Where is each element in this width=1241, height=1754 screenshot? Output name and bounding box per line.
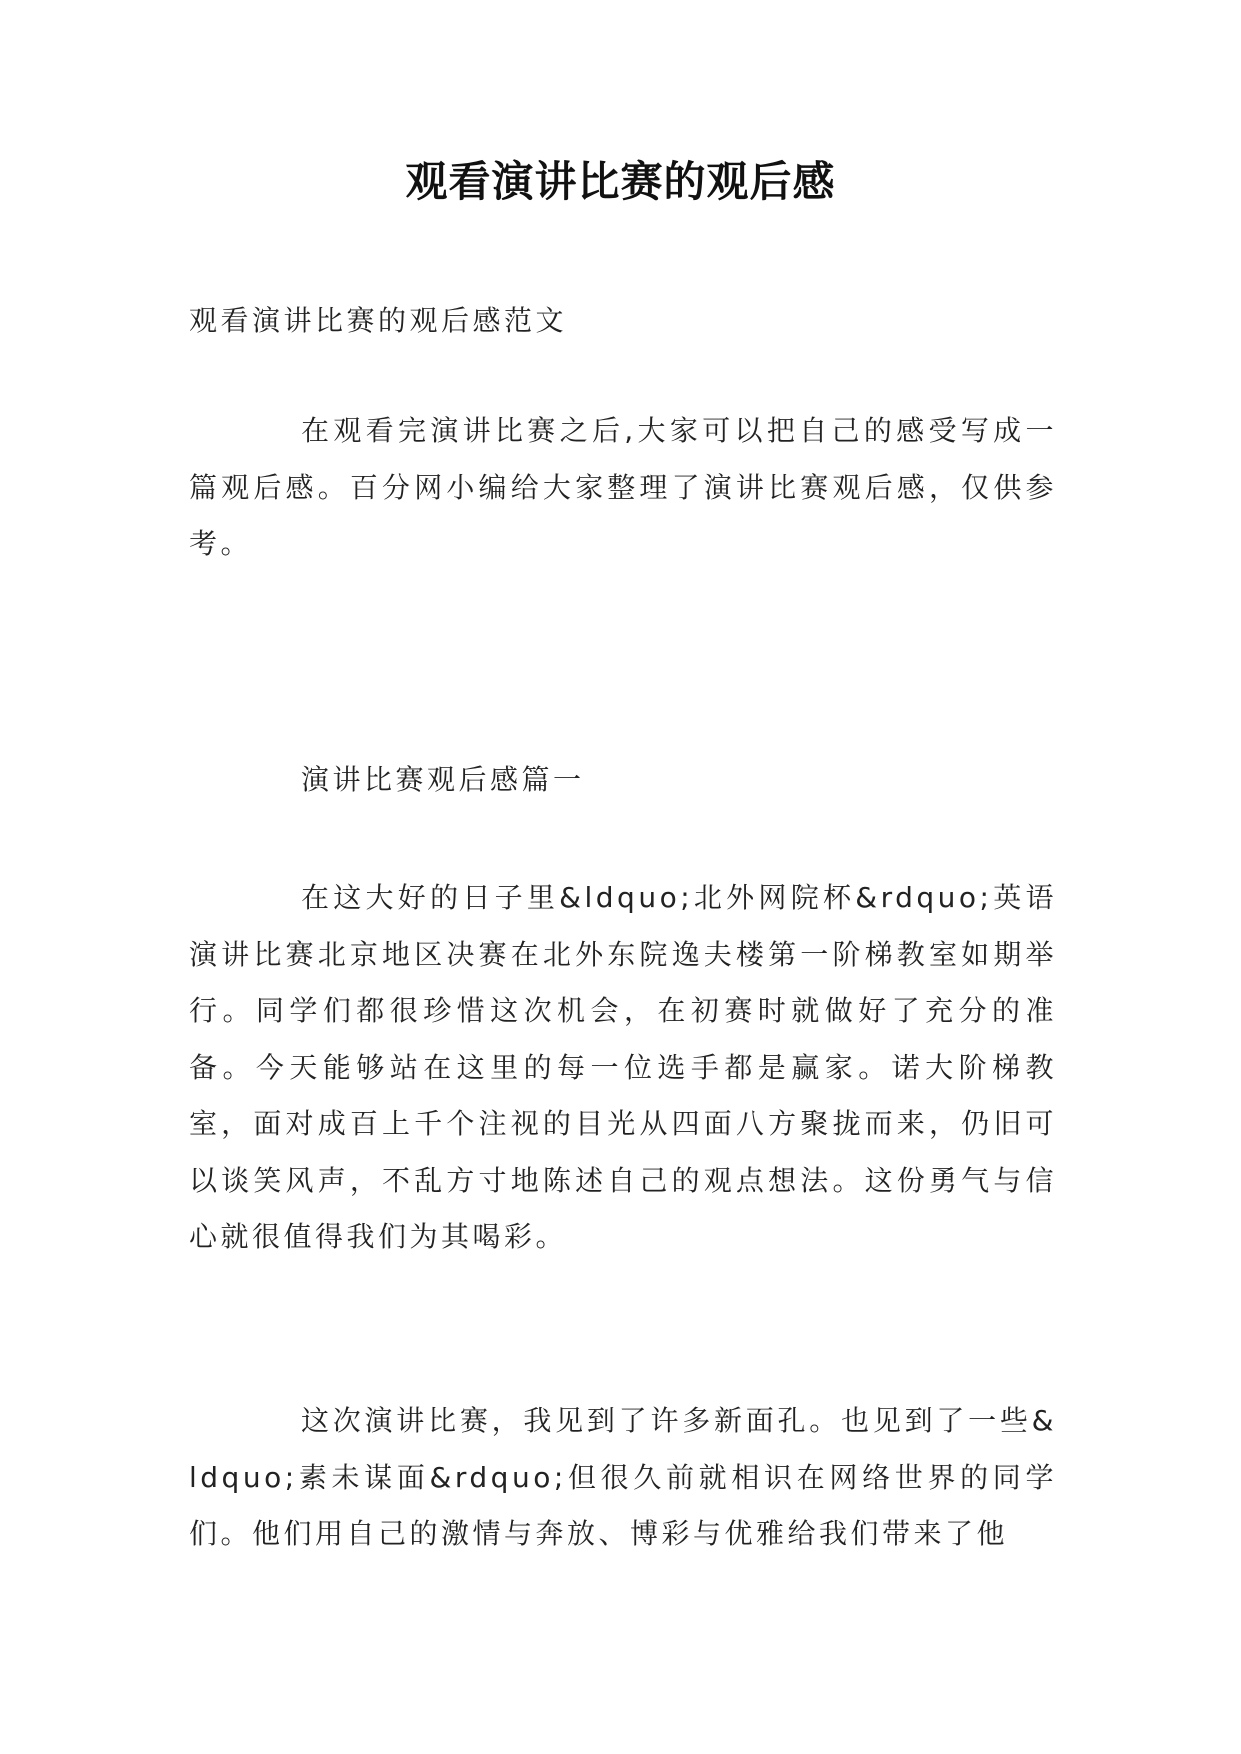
document-subtitle: 观看演讲比赛的观后感范文 <box>189 304 568 337</box>
section-heading: 演讲比赛观后感篇一 <box>301 763 585 796</box>
body-paragraph: 这次演讲比赛，我见到了许多新面孔。也见到了一些&ldquo;素未谋面&rdquo;但很久前就相识在网络世界的同学们。他们用自己的激情与奔放、博彩与优雅给我们带来了他 <box>189 1404 1057 1550</box>
intro-paragraph: 在观看完演讲比赛之后,大家可以把自己的感受写成一篇观后感。百分网小编给大家整理了演讲比赛观后感，仅供参考。 <box>189 414 1057 560</box>
document-title: 观看演讲比赛的观后感 <box>405 157 836 206</box>
body-paragraph: 在这大好的日子里&ldquo;北外网院杯&rdquo;英语演讲比赛北京地区决赛在北外东院逸夫楼第一阶梯教室如期举行。同学们都很珍惜这次机会，在初赛时就做好了充分的准备。今天能够站在这里的每一位选手都是赢家。诺大阶梯教室，面对成百上千个注视的目光从四面八方聚拢而来，仍旧可以谈笑风声，不乱方寸地陈述自己的观点想法。这份勇气与信心就很值得我们为其喝彩。 <box>189 881 1057 1253</box>
